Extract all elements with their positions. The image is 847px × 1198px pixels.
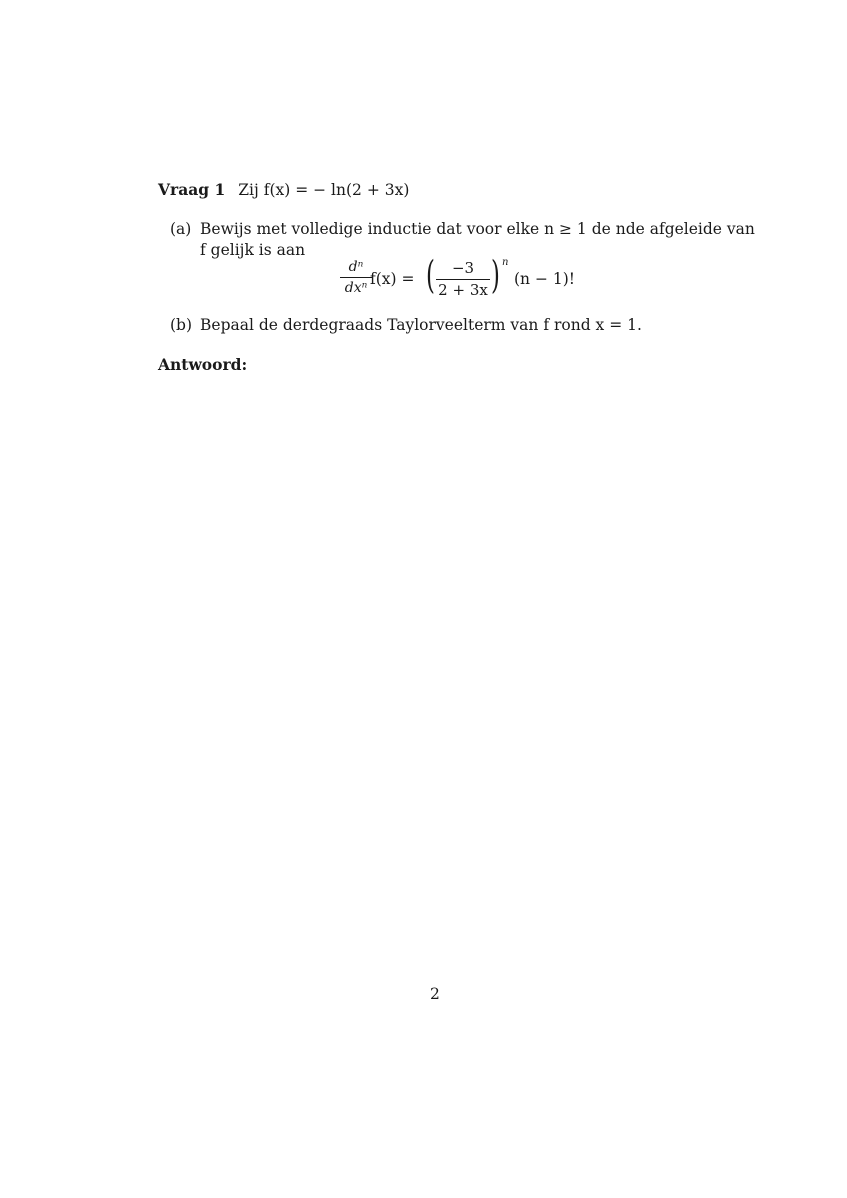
part-b-marker: (b) [170,316,193,334]
question-intro: Zij f(x) = − ln(2 + 3x) [238,181,410,199]
function-equals: f(x) = [370,270,415,288]
part-a-text-line1: Bewijs met volledige inductie dat voor elke n ≥ 1 de nde afgeleide van [200,220,755,238]
fraction-bar [436,279,490,280]
question-label: Vraag 1 [158,180,226,199]
derivative-formula [340,253,590,304]
derivative-operator-fraction [340,260,372,295]
main-fraction [436,261,490,298]
right-parenthesis: ) [490,253,500,297]
main-fraction-denominator: 2 + 3x [438,281,488,299]
fraction-bar [340,277,372,278]
question-header [158,182,409,199]
part-b-text: Bepaal de derdegraads Taylorveelterm van f rond x = 1. [200,316,642,334]
left-parenthesis: ( [425,253,435,297]
factorial-term: (n − 1)! [514,270,576,288]
derivative-denominator: dxⁿ [344,280,368,296]
derivative-numerator: dⁿ [348,259,364,275]
part-a-text-line2: f gelijk is aan [200,241,306,259]
answer-label: Antwoord: [158,355,248,374]
page-number: 2 [430,985,440,1003]
part-a-marker: (a) [170,220,192,238]
power-exponent: n [502,257,509,268]
main-fraction-numerator: −3 [451,259,475,277]
